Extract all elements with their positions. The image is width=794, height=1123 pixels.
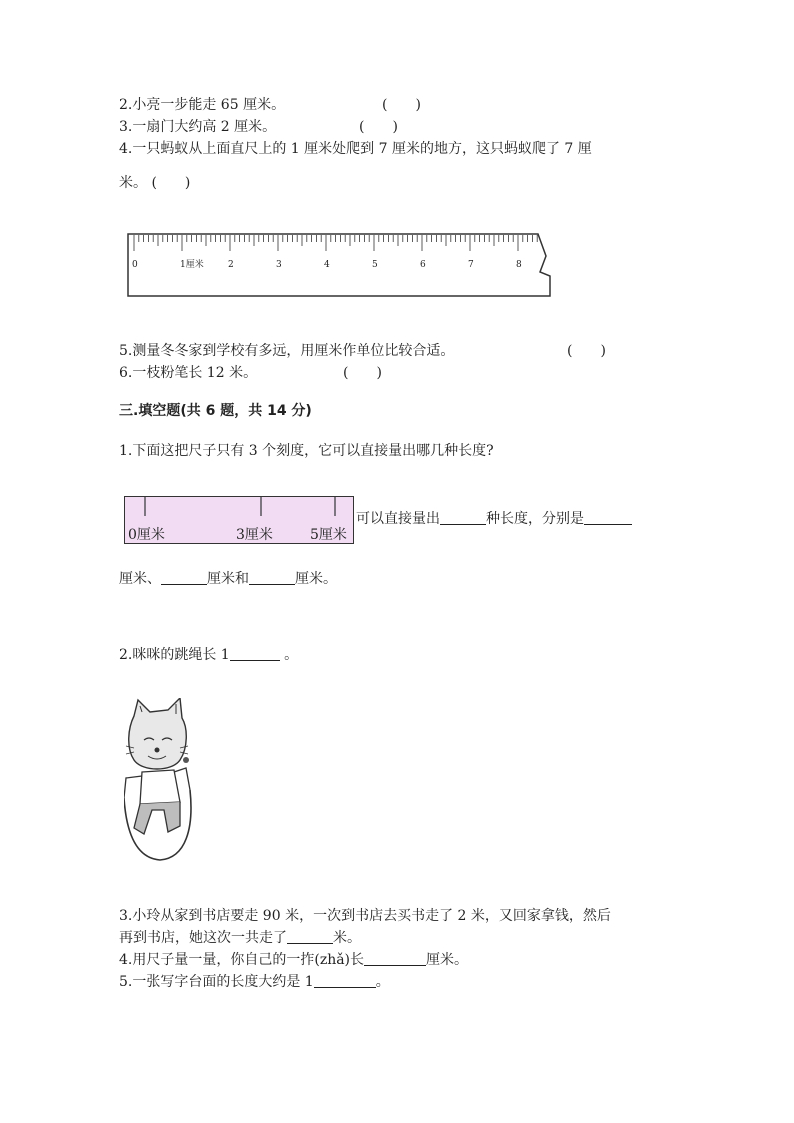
answer-blank[interactable] — [287, 929, 333, 944]
fill-q4: 4.用尺子量一量，你自己的一拃(zhǎ)长 厘米。 — [119, 952, 469, 968]
ruler-label: 5 — [372, 260, 378, 270]
judge-q5: 5.测量冬冬家到学校有多远，用厘米作单位比较合适。 ( ) — [119, 343, 606, 359]
answer-blank[interactable] — [161, 570, 207, 585]
answer-paren[interactable]: ( ) — [359, 119, 398, 135]
answer-blank[interactable] — [364, 951, 426, 966]
answer-paren[interactable]: ( ) — [382, 97, 421, 113]
answer-paren[interactable]: ( ) — [343, 365, 382, 381]
judge-q2: 2.小亮一步能走 65 厘米。 ( ) — [119, 97, 421, 113]
judge-q6: 6.一枝粉笔长 12 米。 ( ) — [119, 365, 382, 381]
ruler-label: 1厘米 — [180, 260, 204, 270]
fill-q5: 5.一张写字台面的长度大约是 1 。 — [119, 974, 390, 990]
answer-blank[interactable] — [584, 510, 632, 525]
ruler-figure — [126, 232, 552, 298]
ruler-label: 2 — [228, 260, 234, 270]
answer-blank[interactable] — [314, 973, 376, 988]
ruler-label: 4 — [324, 260, 330, 270]
fill-q1-line2: 厘米、 厘米和 厘米。 — [119, 571, 337, 587]
ruler-label: 3 — [276, 260, 282, 270]
fill-q1-tail: 可以直接量出 种长度，分别是 — [356, 509, 632, 529]
answer-paren[interactable]: ( ) — [567, 343, 606, 359]
fill-q3-line1: 3.小玲从家到书店要走 90 米，一次到书店去买书走了 2 米，又回家拿钱，然后 — [119, 908, 611, 924]
ruler-label: 8 — [516, 260, 522, 270]
answer-blank[interactable] — [440, 510, 486, 525]
fill-q1: 1.下面这把尺子只有 3 个刻度，它可以直接量出哪几种长度? — [119, 443, 494, 459]
ruler-label: 6 — [420, 260, 426, 270]
fill-q2: 2.咪咪的跳绳长 1 。 — [119, 647, 299, 663]
judge-q4-line1: 4.一只蚂蚁从上面直尺上的 1 厘米处爬到 7 厘米的地方，这只蚂蚁爬了 7 厘 — [119, 141, 592, 157]
three-mark-ruler — [124, 496, 354, 544]
ruler-label-5: 5厘米 — [310, 527, 347, 543]
cat-jump-rope-illustration — [124, 698, 204, 864]
answer-blank[interactable] — [249, 570, 295, 585]
fill-q3-line2: 再到书店，她这次一共走了 米。 — [119, 930, 361, 946]
ruler-label: 0 — [132, 260, 138, 270]
ruler-label-3: 3厘米 — [236, 527, 273, 543]
ruler-label-0: 0厘米 — [128, 527, 165, 543]
ruler-label: 7 — [468, 260, 474, 270]
judge-q3: 3.一扇门大约高 2 厘米。 ( ) — [119, 119, 398, 135]
judge-q4-line2[interactable]: 米。 ( ) — [119, 175, 191, 191]
section-title: 三.填空题(共 6 题，共 14 分) — [119, 403, 312, 419]
answer-blank[interactable] — [230, 646, 280, 661]
